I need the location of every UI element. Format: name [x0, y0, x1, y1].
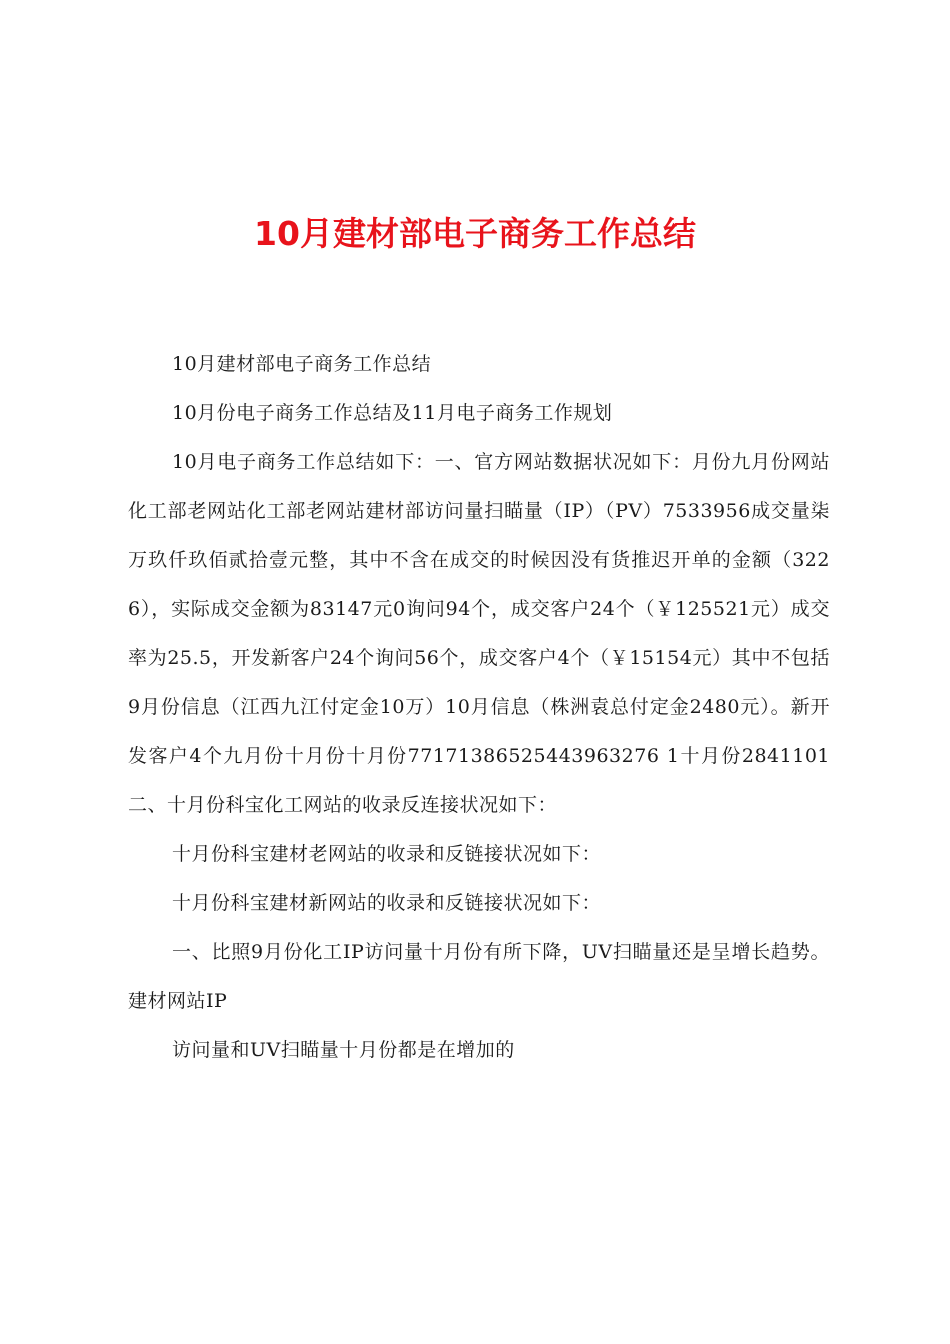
paragraph-old-site: 十月份科宝建材老网站的收录和反链接状况如下：	[172, 843, 602, 865]
document-body	[128, 340, 830, 1075]
paragraph-subtitle: 10月份电子商务工作总结及11月电子商务工作规划	[172, 402, 613, 424]
paragraph-summary: 10月电子商务工作总结如下：一、官方网站数据状况如下：月份九月份网站化工部老网站化工部老网站建材部访问量扫瞄量（IP）（PV）7533956成交量柒万玖仟玖佰贰拾壹元整，其中不含在成交的时候因没有货推迟开单的金额（3226），实际成交金额为83147元0询问94个，成交客户24个（￥125521元）成交率为25.5，开发新客户24个询问56个，成交客户4个（￥15154元）其中不包括9月份信息（江西九江付定金10万）10月信息（株洲袁总付定金2480元）。新开发客户4个九月份十月份十月份77171386525443963276 1十月份2841101二、十月份科宝化工网站的收录反连接状况如下：	[128, 451, 830, 816]
paragraph-heading-repeat: 10月建材部电子商务工作总结	[172, 353, 432, 375]
document-title: 10月建材部电子商务工作总结	[254, 214, 696, 253]
paragraph-comparison: 一、比照9月份化工IP访问量十月份有所下降，UV扫瞄量还是呈增长趋势。建材网站IP	[128, 941, 830, 1012]
paragraph-conclusion: 访问量和UV扫瞄量十月份都是在增加的	[172, 1039, 515, 1061]
paragraph-new-site: 十月份科宝建材新网站的收录和反链接状况如下：	[172, 892, 602, 914]
